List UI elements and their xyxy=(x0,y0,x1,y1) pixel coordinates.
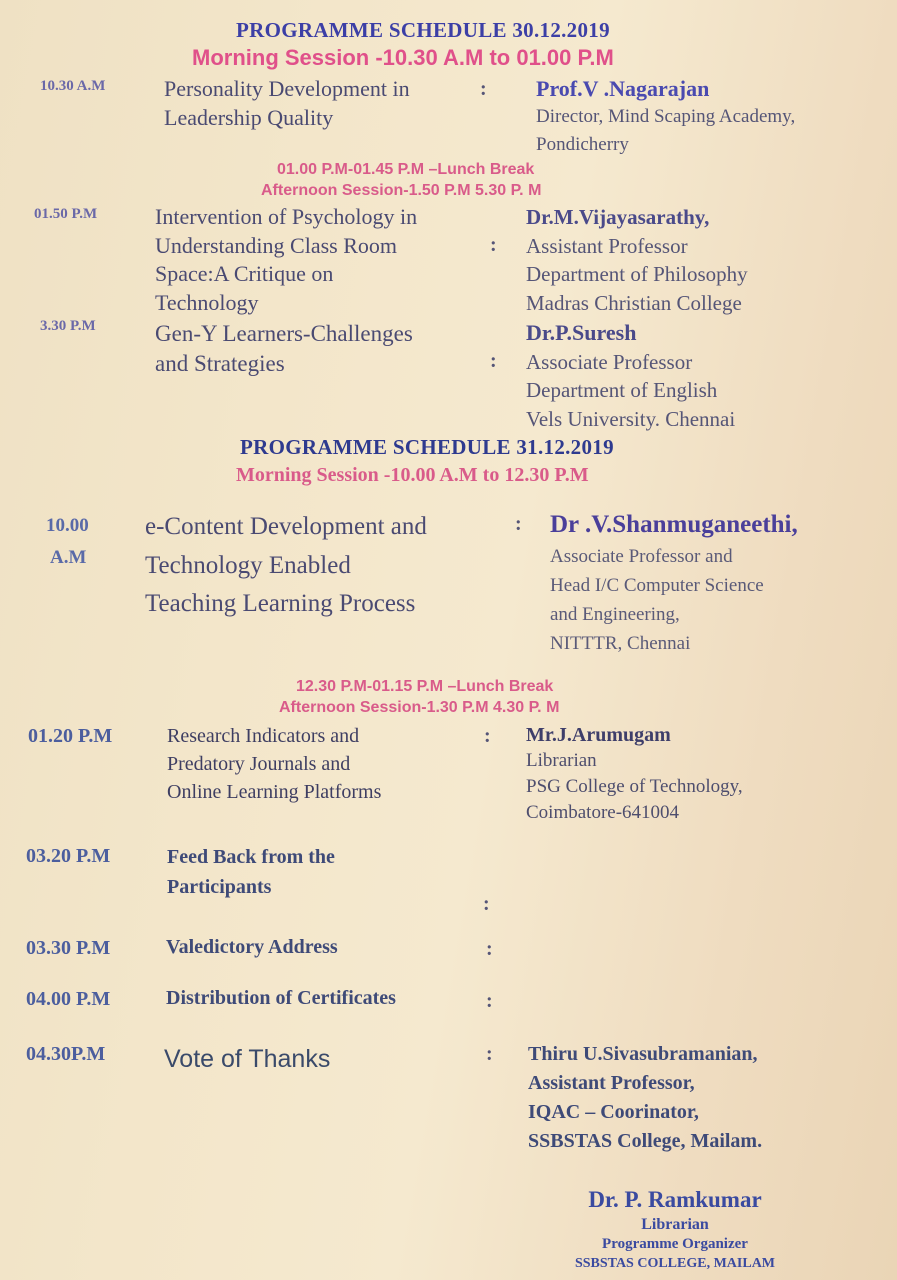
day2-speaker-1: Dr .V.Shanmuganeethi, Associate Professor and Head I/C Computer Science and Engineering, NITTTR, Chennai xyxy=(550,511,798,654)
day2-time-2: 01.20 P.M xyxy=(28,725,113,747)
day1-morning-session: Morning Session -10.30 A.M to 01.00 P.M xyxy=(192,45,614,70)
day2-time-3: 03.20 P.M xyxy=(26,845,111,867)
day1-lunch-break: 01.00 P.M-01.45 P.M –Lunch Break xyxy=(277,161,535,178)
day1-speaker-3: Dr.P.Suresh Associate Professor Department of English Vels University. Chennai xyxy=(526,320,736,431)
day2-colon-6: : xyxy=(486,1043,493,1065)
organizer-name: Dr. P. Ramkumar xyxy=(588,1187,762,1212)
day2-topic-4: Valedictory Address xyxy=(166,936,338,958)
day2-colon-1: : xyxy=(515,513,522,535)
day1-time-2: 01.50 P.M xyxy=(34,206,98,222)
day2-time-5: 04.00 P.M xyxy=(26,988,111,1010)
day2-time-6: 04.30P.M xyxy=(26,1043,106,1065)
day1-topic-3: Gen-Y Learners-Challenges and Strategies xyxy=(155,321,413,376)
day1-topic-1: Personality Development in Leadership Quality xyxy=(164,76,410,130)
organizer-college: SSBSTAS COLLEGE, MAILAM xyxy=(574,1256,776,1271)
day2-lunch-break: 12.30 P.M-01.15 P.M –Lunch Break xyxy=(296,678,554,695)
day1-time-3: 3.30 P.M xyxy=(40,318,96,334)
day2-speaker-6: Thiru U.Sivasubramanian, Assistant Professor, IQAC – Coorinator, SSBSTAS College, Mailam. xyxy=(528,1043,763,1152)
day1-colon-1: : xyxy=(480,78,487,100)
day1-colon-2: : xyxy=(490,234,497,256)
day2-topic-5: Distribution of Certificates xyxy=(166,987,396,1009)
day2-colon-4: : xyxy=(486,938,493,960)
day1-colon-3: : xyxy=(490,350,497,372)
day2-topic-2: Research Indicators and Predatory Journals and Online Learning Platforms xyxy=(167,725,382,803)
day2-afternoon-session: Afternoon Session-1.30 P.M 4.30 P. M xyxy=(279,699,560,716)
day1-afternoon-session: Afternoon Session-1.50 P.M 5.30 P. M xyxy=(261,182,542,199)
day2-colon-5: : xyxy=(486,990,493,1012)
day2-topic-6: Vote of Thanks xyxy=(164,1045,331,1073)
day1-topic-2: Intervention of Psychology in Understanding Class Room Space:A Critique on Technology xyxy=(155,204,418,315)
day2-time-1: 10.00 A.M xyxy=(46,515,89,568)
day2-topic-1: e-Content Development and Technology Enabled Teaching Learning Process xyxy=(145,513,427,617)
day1-time-1: 10.30 A.M xyxy=(40,78,106,94)
day2-time-4: 03.30 P.M xyxy=(26,937,111,959)
organizer-block xyxy=(560,1186,790,1273)
day2-morning-session: Morning Session -10.00 A.M to 12.30 P.M xyxy=(236,464,589,486)
organizer-position: Programme Organizer xyxy=(602,1236,748,1252)
day1-speaker-1: Prof.V .Nagarajan Director, Mind Scaping Academy, Pondicherry xyxy=(536,76,796,155)
day1-title: PROGRAMME SCHEDULE 30.12.2019 xyxy=(236,18,610,42)
day2-title: PROGRAMME SCHEDULE 31.12.2019 xyxy=(240,435,614,459)
day1-speaker-2: Dr.M.Vijayasarathy, Assistant Professor Department of Philosophy Madras Christian College xyxy=(526,205,748,315)
day2-colon-3: : xyxy=(483,893,490,915)
day2-colon-2: : xyxy=(484,725,491,747)
organizer-role: Librarian xyxy=(641,1216,709,1233)
day2-speaker-2: Mr.J.Arumugam Librarian PSG College of Technology, Coimbatore-641004 xyxy=(526,724,743,823)
day2-topic-3: Feed Back from the Participants xyxy=(167,846,335,898)
